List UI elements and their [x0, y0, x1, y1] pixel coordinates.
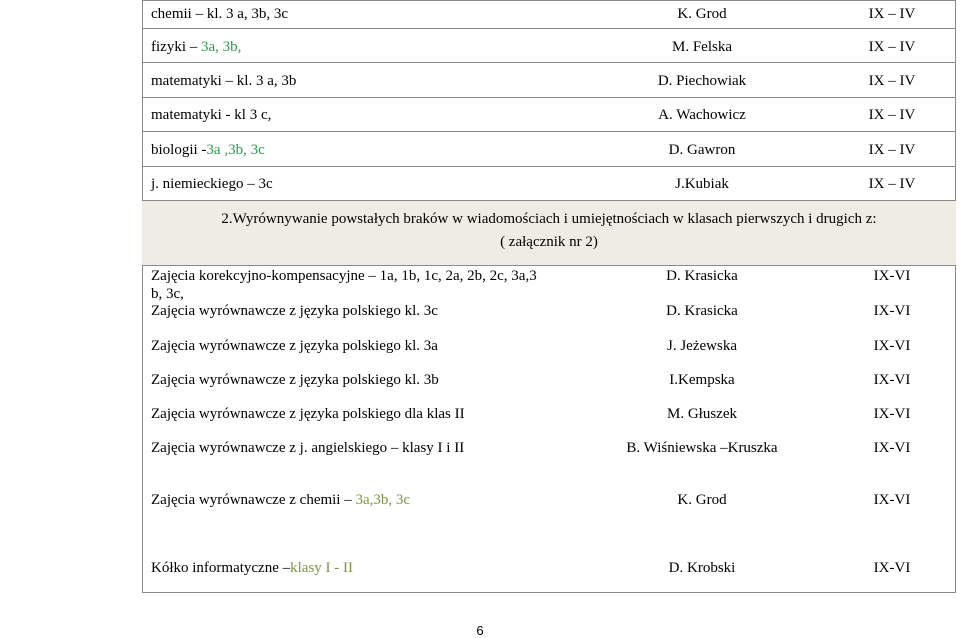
teacher-cell: J. Jeżewska: [667, 338, 737, 354]
activity-cell: Zajęcia wyrównawcze z języka polskiego kl. 3b: [151, 372, 439, 388]
activity-cell: Zajęcia wyrównawcze z języka polskiego kl. 3c: [151, 303, 438, 319]
class-list: 3a,3b, 3c: [355, 492, 411, 508]
period-cell: IX – IV: [868, 73, 916, 89]
teacher-cell: D. Gawron: [668, 142, 736, 158]
subject-cell: biologii -: [151, 142, 207, 158]
schedule-table: [142, 0, 956, 593]
section-subtitle: ( załącznik nr 2): [500, 234, 598, 250]
period-cell: IX – IV: [868, 107, 916, 123]
activity-cell: Kółko informatyczne –: [151, 560, 291, 576]
teacher-cell: M. Felska: [672, 39, 732, 55]
teacher-cell: K. Grod: [677, 6, 727, 22]
teacher-cell: J.Kubiak: [675, 176, 729, 192]
period-cell: IX – IV: [868, 142, 916, 158]
teacher-cell: A. Wachowicz: [658, 107, 746, 123]
activity-cell: Zajęcia wyrównawcze z j. angielskiego – klasy I i II: [151, 440, 465, 456]
subject-cell: matematyki - kl 3 c,: [151, 107, 272, 123]
class-list: 3a, 3b,: [201, 39, 242, 55]
teacher-cell: D. Krobski: [668, 560, 736, 576]
activity-cell: Zajęcia wyrównawcze z języka polskiego dla klas II: [151, 406, 465, 422]
teacher-cell: I.Kempska: [669, 372, 735, 388]
subject-cell: matematyki – kl. 3 a, 3b: [151, 73, 297, 89]
period-cell: IX-VI: [873, 338, 911, 354]
period-cell: IX-VI: [873, 406, 911, 422]
subject-cell: j. niemieckiego – 3c: [151, 176, 273, 192]
period-cell: IX-VI: [873, 560, 911, 576]
activity-cell: Zajęcia korekcyjno-kompensacyjne – 1a, 1b, 1c, 2a, 2b, 2c, 3a,3: [151, 268, 537, 284]
section-title: 2.Wyrównywanie powstałych braków w wiadomościach i umiejętnościach w klasach pierwszych i drugich z:: [221, 211, 877, 227]
period-cell: IX – IV: [868, 176, 916, 192]
period-cell: IX-VI: [873, 440, 911, 456]
activity-cell-continued: b, 3c,: [151, 286, 184, 302]
period-cell: IX – IV: [868, 39, 916, 55]
teacher-cell: D. Piechowiak: [657, 73, 747, 89]
teacher-cell: B. Wiśniewska –Kruszka: [626, 440, 778, 456]
activity-cell: Zajęcia wyrównawcze z języka polskiego kl. 3a: [151, 338, 438, 354]
period-cell: IX-VI: [873, 268, 911, 284]
page-number: 6: [476, 623, 484, 638]
teacher-cell: D. Krasicka: [666, 268, 738, 284]
period-cell: IX – IV: [868, 6, 916, 22]
subject-cell: fizyki –: [151, 39, 201, 55]
teacher-cell: M. Głuszek: [667, 406, 737, 422]
period-cell: IX-VI: [873, 492, 911, 508]
period-cell: IX-VI: [873, 372, 911, 388]
activity-cell: Zajęcia wyrównawcze z chemii –: [151, 492, 356, 508]
teacher-cell: K. Grod: [677, 492, 727, 508]
period-cell: IX-VI: [873, 303, 911, 319]
subject-cell: chemii – kl. 3 a, 3b, 3c: [151, 6, 289, 22]
class-list: 3a ,3b, 3c: [206, 142, 265, 158]
class-list: klasy I - II: [290, 560, 354, 576]
teacher-cell: D. Krasicka: [666, 303, 738, 319]
